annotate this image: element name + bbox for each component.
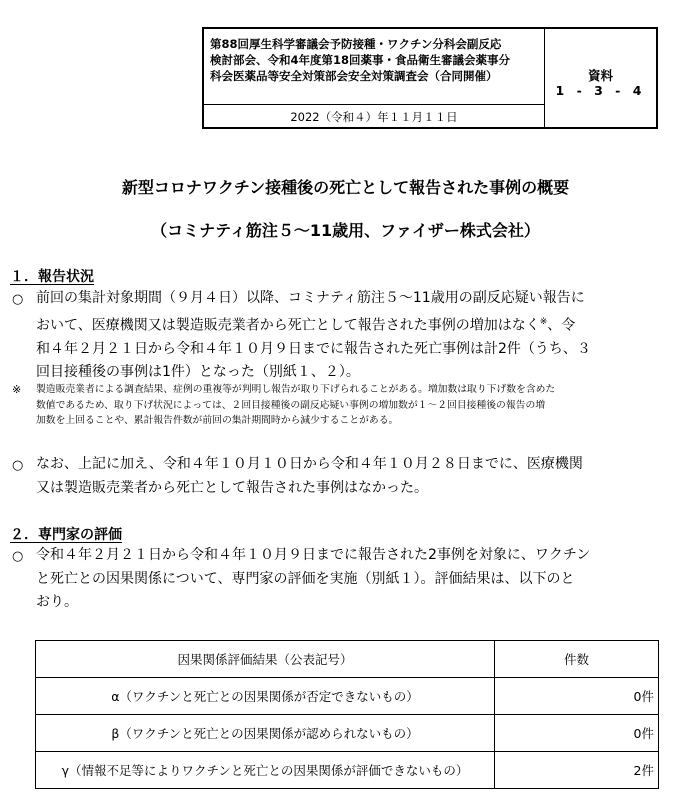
- meeting-name: [204, 29, 545, 105]
- page-subtitle: （コミナティ筋注５～11歳用、ファイザー株式会社）: [151, 221, 540, 240]
- footnote: [36, 382, 555, 429]
- result-label: β（ワクチンと死亡との因果関係が認められないもの）: [36, 715, 495, 752]
- paragraph-line: なお、上記に加え、令和４年１０月１０日から令和４年１０月２８日までに、医療機関: [36, 456, 583, 472]
- footnote-line: 製造販売業者による調査結果、症例の重複等が判明し報告が取り下げられることがある。増加数は取り下げ数を含めた: [36, 384, 556, 395]
- bullet-icon: ○: [12, 549, 24, 564]
- document-number: 1 - 3 - 4: [555, 83, 646, 98]
- table-header-row: [36, 641, 659, 678]
- paragraph-line: と死亡との因果関係について、専門家の評価を実施（別紙１）。評価結果は、以下のと: [36, 570, 575, 587]
- footnote-line: 加数を上回ることや、累計報告件数が前回の集計期間時から減少することがある。: [36, 415, 399, 426]
- table-row: [36, 752, 659, 789]
- meeting-line: 第88回厚生科学審議会予防接種・ワクチン分科会副反応: [210, 37, 502, 51]
- paragraph-line: 前回の集計対象期間（９月４日）以降、コミナティ筋注５～11歳用の副反応疑い報告に: [36, 290, 585, 306]
- additional-report-paragraph: [36, 453, 583, 500]
- result-label: α（ワクチンと死亡との因果関係が否定できないもの）: [36, 678, 495, 715]
- meeting-date: 2022（令和４）年１１月１１日: [204, 105, 545, 129]
- footnote-line: 数値であるため、取り下げ状況によっては、２回目接種後の副反応疑い事例の増加数が１～２回目接種後の報告の増: [36, 399, 546, 411]
- expert-evaluation-paragraph: [36, 544, 590, 615]
- section-heading-expert-evaluation: ２．専門家の評価: [10, 527, 122, 543]
- footnote-mark: ※: [12, 383, 22, 396]
- page-title: 新型コロナワクチン接種後の死亡として報告された事例の概要: [121, 178, 570, 197]
- result-count: 0件: [495, 678, 659, 715]
- column-header-result: 因果関係評価結果（公表記号）: [36, 641, 495, 678]
- result-count: 0件: [495, 715, 659, 752]
- meeting-line: 科会医薬品等安全対策部会安全対策調査会（合同開催）: [210, 69, 498, 83]
- report-status-paragraph: [36, 287, 591, 385]
- meeting-line: 検討部会、令和4年度第18回薬事・食品衛生審議会薬事分: [210, 53, 511, 67]
- paragraph-line: 回目接種後の事例は1件）となった（別紙１、２）。: [36, 364, 360, 381]
- footnote-reference: ※: [539, 316, 548, 327]
- paragraph-line: おいて、医療機関又は製造販売業者から死亡として報告された事例の増加はなく※、令: [36, 316, 576, 334]
- result-count: 2件: [495, 752, 659, 789]
- paragraph-line: 和４年２月２１日から令和４年１０月９日までに報告された死亡事例は計2件（うち、３: [36, 340, 591, 357]
- bullet-icon: ○: [12, 458, 24, 473]
- paragraph-line: おり。: [36, 594, 78, 610]
- document-header-box: [202, 27, 658, 129]
- section-heading-report-status: １．報告状況: [10, 269, 94, 285]
- paragraph-line: 又は製造販売業者から死亡として報告された事例はなかった。: [36, 479, 428, 496]
- document-id: [545, 29, 656, 127]
- bullet-icon: ○: [12, 292, 24, 307]
- table-row: [36, 678, 659, 715]
- document-label: 資料: [587, 68, 613, 83]
- causality-results-table: [35, 640, 659, 789]
- column-header-count: 件数: [495, 641, 659, 678]
- paragraph-line: 令和４年２月２１日から令和４年１０月９日までに報告された2事例を対象に、ワクチン: [36, 547, 591, 563]
- result-label: γ（情報不足等によりワクチンと死亡との因果関係が評価できないもの）: [36, 752, 495, 789]
- table-row: [36, 715, 659, 752]
